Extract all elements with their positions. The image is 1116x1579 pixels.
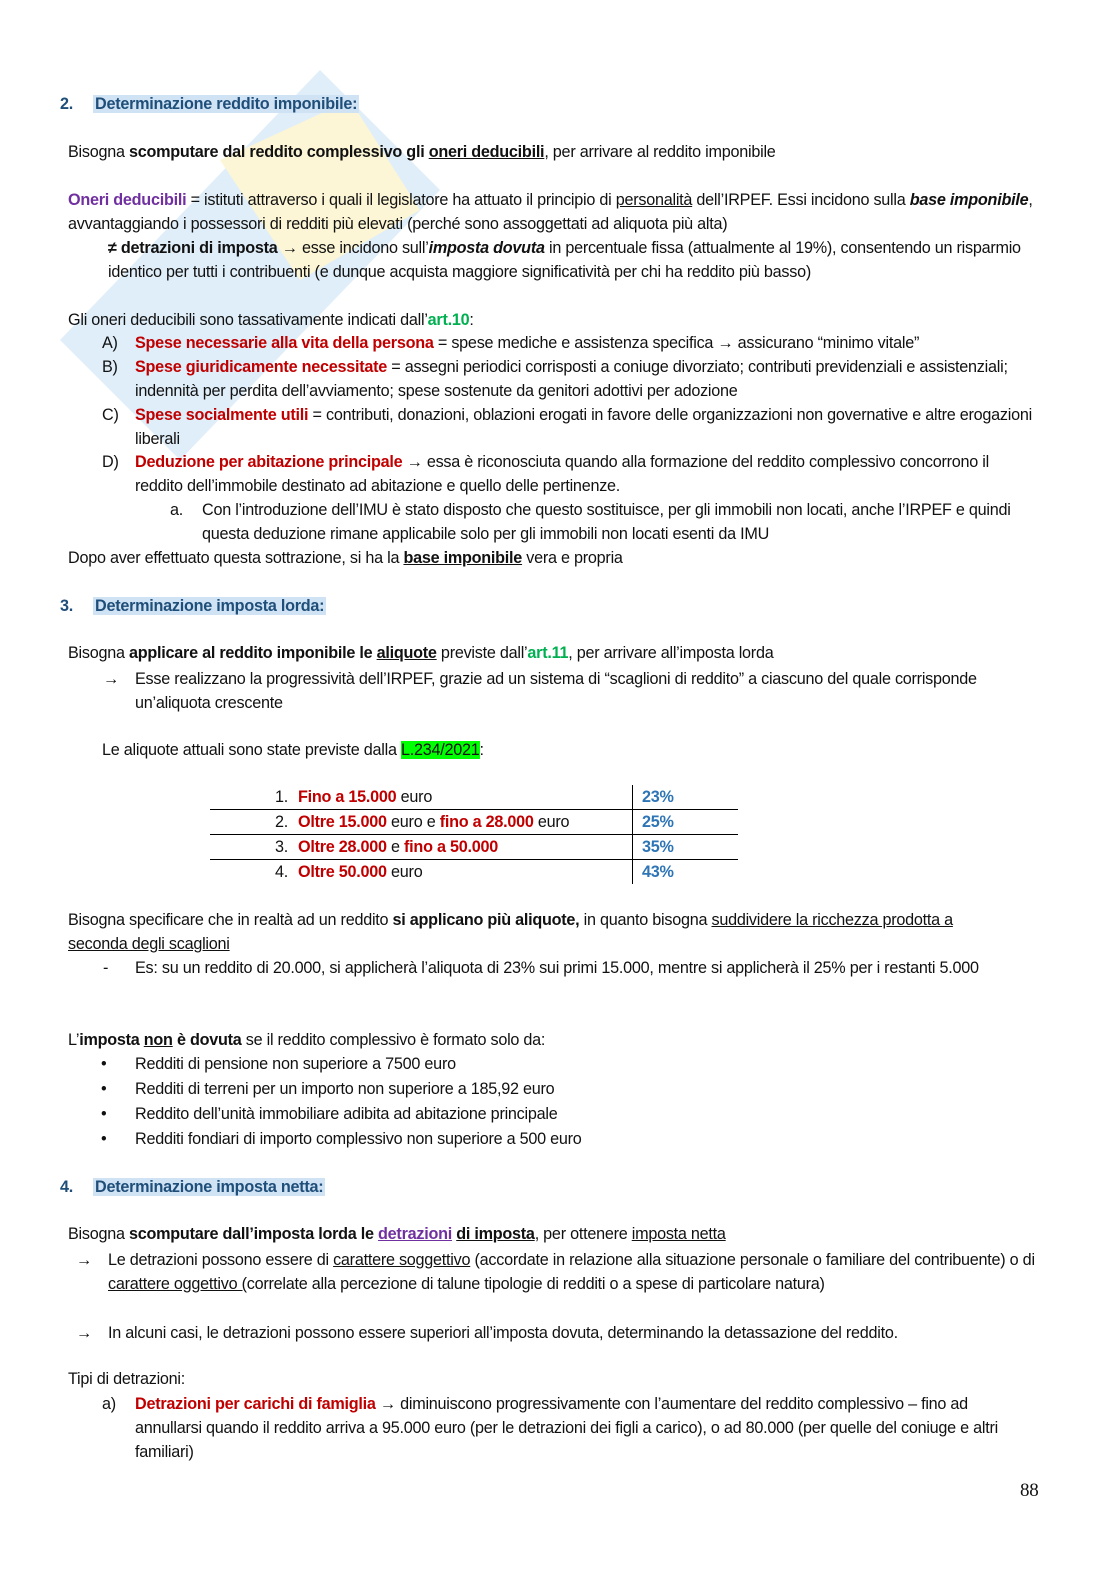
row-number: 4. [210, 860, 298, 885]
text-run: : [479, 741, 484, 759]
paragraph [68, 188, 1038, 236]
text-run: imposta netta [631, 1225, 726, 1243]
arrow-icon: → [103, 670, 119, 688]
text-run: art.11 [527, 644, 569, 662]
heading-text: Determinazione imposta lorda: [95, 597, 325, 615]
text-run: = istituti attraverso i quali il legislatore ha attuato il principio di [186, 191, 616, 209]
text-run: in quanto bisogna [579, 911, 712, 929]
paragraph [135, 1052, 1035, 1076]
list-marker: D) [102, 453, 119, 471]
section-heading [93, 1175, 325, 1199]
paragraph [68, 1028, 1038, 1052]
bullet-icon: • [101, 1130, 107, 1148]
text-run: base imponibile [403, 549, 523, 567]
text-run: si applicano più aliquote, [392, 911, 580, 929]
heading-text: Determinazione reddito imponibile: [95, 95, 358, 113]
text-run: imposta [79, 1031, 144, 1049]
paragraph [68, 641, 1038, 665]
text-run: fino a 28.000 [439, 812, 534, 831]
table-row [210, 860, 738, 885]
bracket-cell [298, 810, 633, 835]
rate-value: 23% [642, 787, 674, 806]
text-run: , avvantaggiando i possessori di redditi più elevati (perché sono assoggettati ad aliquota più alta) [68, 191, 1033, 233]
arrow-icon: → [76, 1324, 92, 1342]
text-run: Con l’introduzione dell’IMU è stato disposto che questo sostituisce, per gli immobili non locati, anche l’IRPEF e quindi questa deduzione rimane applicabile solo per gli immobili non locati esenti da IMU [202, 501, 1011, 543]
text-run: euro [396, 787, 433, 806]
text-run: = spese mediche e assistenza specifica → assicurano “minimo vitale” [433, 334, 920, 352]
tax-brackets-table [210, 785, 738, 884]
text-run: oneri deducibili [428, 143, 545, 161]
text-run: L’ [68, 1031, 80, 1049]
text-run: Oltre 15.000 [298, 812, 387, 831]
text-run: aliquote [376, 644, 437, 662]
list-marker: C) [102, 406, 119, 424]
text-run: detrazioni [378, 1225, 452, 1243]
paragraph [135, 331, 1040, 355]
rate-cell [633, 835, 739, 860]
row-number: 3. [210, 835, 298, 860]
text-run: = assegni periodici corrisposti a coniuge divorziato; contributi previdenziali e assistenziali; indennità per perdita dell’avviamento; spese sostenute da genitori adottivi per adozione [135, 358, 1008, 400]
paragraph [202, 498, 1017, 546]
paragraph [135, 450, 1010, 498]
table-row [210, 785, 738, 810]
text-run: Le aliquote attuali sono state previste dalla [102, 741, 401, 759]
text-run: Es: su un reddito di 20.000, si applicherà l’aliquota di 23% sui primi 15.000, mentre si applicherà il 25% per i restanti 5.000 [135, 959, 979, 977]
bullet-icon: • [101, 1080, 107, 1098]
arrow-icon: → [76, 1251, 92, 1269]
text-run: Oltre 28.000 [298, 837, 387, 856]
text-run: art.10 [427, 311, 470, 329]
text-run: Dopo aver effettuato questa sottrazione, si ha la [68, 549, 404, 567]
text-run: Oneri deducibili [68, 191, 187, 209]
text-run: Bisogna [68, 143, 129, 161]
text-run: Redditi fondiari di importo complessivo non superiore a 500 euro [135, 1130, 582, 1148]
text-run: fino a 50.000 [404, 837, 498, 856]
table-row [210, 835, 738, 860]
text-run: personalità [615, 191, 693, 209]
text-run: euro [386, 862, 423, 881]
text-run: Redditi di pensione non superiore a 7500 euro [135, 1055, 456, 1073]
bracket-cell [298, 835, 633, 860]
text-run: applicare al reddito imponibile le [129, 644, 377, 662]
text-run: In alcuni casi, le detrazioni possono essere superiori all’imposta dovuta, determinando la detassazione del reddito. [108, 1324, 898, 1342]
text-run: Le detrazioni possono essere di [108, 1251, 334, 1269]
text-run: in percentuale fissa (attualmente al 19%), consentendo un risparmio identico per tutti i contribuenti (e dunque acquista maggiore significatività per chi ha reddito più basso) [108, 239, 1021, 281]
text-run: , per ottenere [534, 1225, 632, 1243]
rate-value: 35% [642, 837, 674, 856]
section-heading [93, 92, 359, 116]
text-run: , per arrivare al reddito imponibile [544, 143, 776, 161]
text-run: Redditi di terreni per un importo non superiore a 185,92 euro [135, 1080, 555, 1098]
list-marker: a. [170, 501, 184, 519]
paragraph [68, 140, 1038, 164]
text-run: carattere oggettivo ( [108, 1275, 247, 1293]
text-run: : [469, 311, 474, 329]
text-run: (accordate in relazione alla situazione personale o familiare del contribuente) o di [470, 1251, 1035, 1269]
text-run: Spese giuridicamente necessitate [135, 358, 388, 376]
text-run: scomputare dal reddito complessivo gli [129, 143, 429, 161]
text-run: Reddito dell’unità immobiliare adibita ad abitazione principale [135, 1105, 558, 1123]
paragraph [108, 1248, 1043, 1296]
table-row [210, 810, 738, 835]
paragraph [108, 1321, 1043, 1345]
text-run: di imposta [456, 1225, 535, 1243]
text-run: euro e [386, 812, 440, 831]
paragraph [135, 1392, 1035, 1464]
text-run: carattere soggettivo [333, 1251, 471, 1269]
text-run: previste dall’ [436, 644, 528, 662]
dash-marker: - [103, 959, 109, 977]
rate-value: 25% [642, 812, 674, 831]
paragraph [135, 1102, 1035, 1126]
text-run: scomputare dall’imposta lorda le [129, 1225, 379, 1243]
text-run: ≠ detrazioni di imposta [108, 239, 278, 257]
text-run: Spese necessarie alla vita della persona [135, 334, 434, 352]
rate-value: 43% [642, 862, 674, 881]
text-run: Gli oneri deducibili sono tassativamente indicati dall’ [68, 311, 428, 329]
text-run: Bisogna specificare che in realtà ad un reddito [68, 911, 393, 929]
text-run: L.234/2021 [400, 741, 480, 759]
list-marker: B) [102, 358, 118, 376]
paragraph [135, 355, 1040, 403]
rate-cell [633, 785, 739, 810]
paragraph [102, 738, 1002, 762]
text-run: dell’IRPEF. Essi incidono sulla [692, 191, 910, 209]
heading-number: 4. [60, 1178, 74, 1196]
paragraph [135, 1077, 1035, 1101]
bracket-cell [298, 785, 633, 810]
text-run: imposta dovuta [428, 239, 545, 257]
text-run: se il reddito complessivo è formato solo da: [241, 1031, 546, 1049]
text-run: → essa è riconosciuta quando alla formazione del reddito complessivo concorrono il reddito dell’immobile destinato ad abitazione e quello delle pertinenze. [135, 453, 989, 495]
page-number: 88 [1020, 1480, 1039, 1501]
text-run: → diminuiscono progressivamente con l’aumentare del reddito complessivo – fino ad annullarsi quando il reddito arriva a 95.000 euro (per le detrazioni dei figli a carico), o ad 80.000 (per quelle del coniuge e altri familiari) [135, 1395, 999, 1461]
heading-text: Determinazione imposta netta: [95, 1178, 324, 1196]
text-run: → esse incidono sull’ [277, 239, 429, 257]
paragraph [135, 403, 1040, 451]
bullet-icon: • [101, 1105, 107, 1123]
heading-number: 2. [60, 95, 74, 113]
rate-cell [633, 860, 739, 885]
text-run: Bisogna [68, 644, 129, 662]
heading-number: 3. [60, 597, 74, 615]
paragraph [68, 908, 998, 956]
bracket-cell [298, 860, 633, 885]
text-run: , per arrivare all’imposta lorda [568, 644, 774, 662]
text-run: Fino a 15.000 [298, 787, 397, 806]
text-run: correlate alla percezione di talune tipologie di redditi o a spese di particolare natura) [246, 1275, 825, 1293]
paragraph [68, 308, 1038, 332]
text-run: e [386, 837, 405, 856]
text-run: vera e propria [522, 549, 623, 567]
row-number: 1. [274, 787, 288, 806]
paragraph [135, 956, 1005, 980]
text-run: euro [533, 812, 570, 831]
row-number: 2. [210, 810, 298, 835]
text-run: base imponibile [909, 191, 1029, 209]
bullet-icon: • [101, 1055, 107, 1073]
text-run: suddividere la ricchezza prodotta a seconda degli scaglioni [68, 911, 953, 953]
text-run: non [143, 1031, 173, 1049]
text-run: Spese socialmente utili [135, 406, 309, 424]
section-heading [93, 594, 326, 618]
list-marker: A) [102, 334, 118, 352]
paragraph [108, 236, 1043, 284]
text-run: Esse realizzano la progressività dell’IRPEF, grazie ad un sistema di “scaglioni di reddito” a ciascuno del quale corrisponde un’aliquota crescente [135, 670, 977, 712]
text-run: è dovuta [172, 1031, 242, 1049]
paragraph [68, 1222, 1038, 1246]
list-marker: a) [102, 1395, 116, 1413]
paragraph [135, 1127, 1035, 1151]
rate-cell [633, 810, 739, 835]
text-run: Tipi di detrazioni: [68, 1370, 186, 1388]
text-run: Detrazioni per carichi di famiglia [135, 1395, 376, 1413]
paragraph [68, 546, 1038, 570]
text-run: = contributi, donazioni, oblazioni erogati in favore delle organizzazioni non governative e altre erogazioni liberali [135, 406, 1032, 448]
text-run: Deduzione per abitazione principale [135, 453, 403, 471]
text-run: Bisogna [68, 1225, 129, 1243]
paragraph [68, 1367, 1038, 1391]
text-run: Oltre 50.000 [298, 862, 387, 881]
paragraph [135, 667, 1005, 715]
